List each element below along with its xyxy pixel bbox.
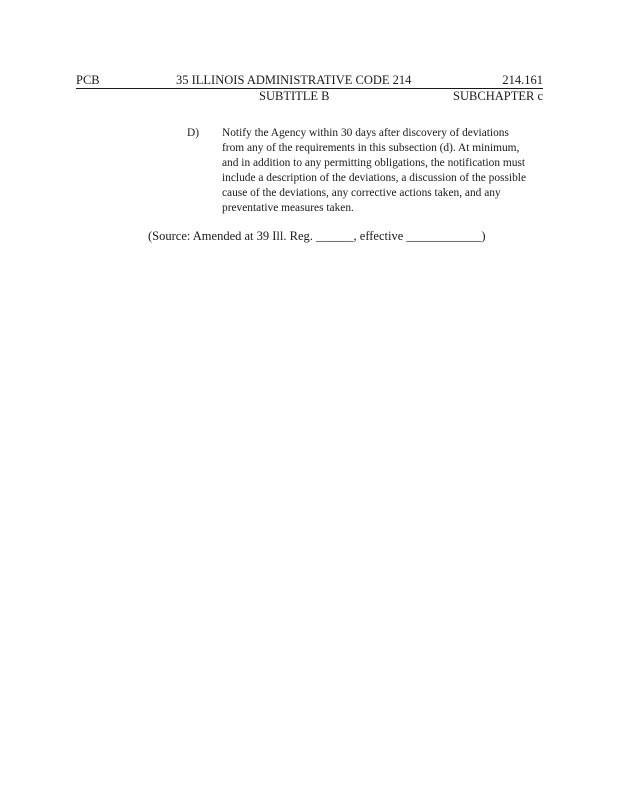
item-paragraph [222, 126, 544, 215]
header-agency: PCB [76, 73, 100, 87]
item-line: from any of the requirements in this subsection (d). At minimum, [222, 141, 520, 154]
header-section-number: 214.161 [502, 73, 543, 87]
item-line: Notify the Agency within 30 days after discovery of deviations [222, 127, 509, 139]
item-label: D) [187, 127, 200, 139]
running-header [76, 72, 543, 89]
item-line: preventative measures taken. [222, 201, 354, 214]
item-line: include a description of the deviations, a discussion of the possible [222, 171, 527, 184]
running-subheader [76, 88, 543, 104]
source-note: (Source: Amended at 39 Ill. Reg. ______, effective ____________) [148, 229, 486, 243]
header-subchapter: SUBCHAPTER c [453, 89, 543, 103]
item-line: cause of the deviations, any corrective actions taken, and any [222, 186, 501, 199]
item-line: and in addition to any permitting obligations, the notification must [222, 156, 526, 169]
header-code-title: 35 ILLINOIS ADMINISTRATIVE CODE 214 [176, 73, 412, 87]
header-subtitle: SUBTITLE B [259, 89, 330, 103]
